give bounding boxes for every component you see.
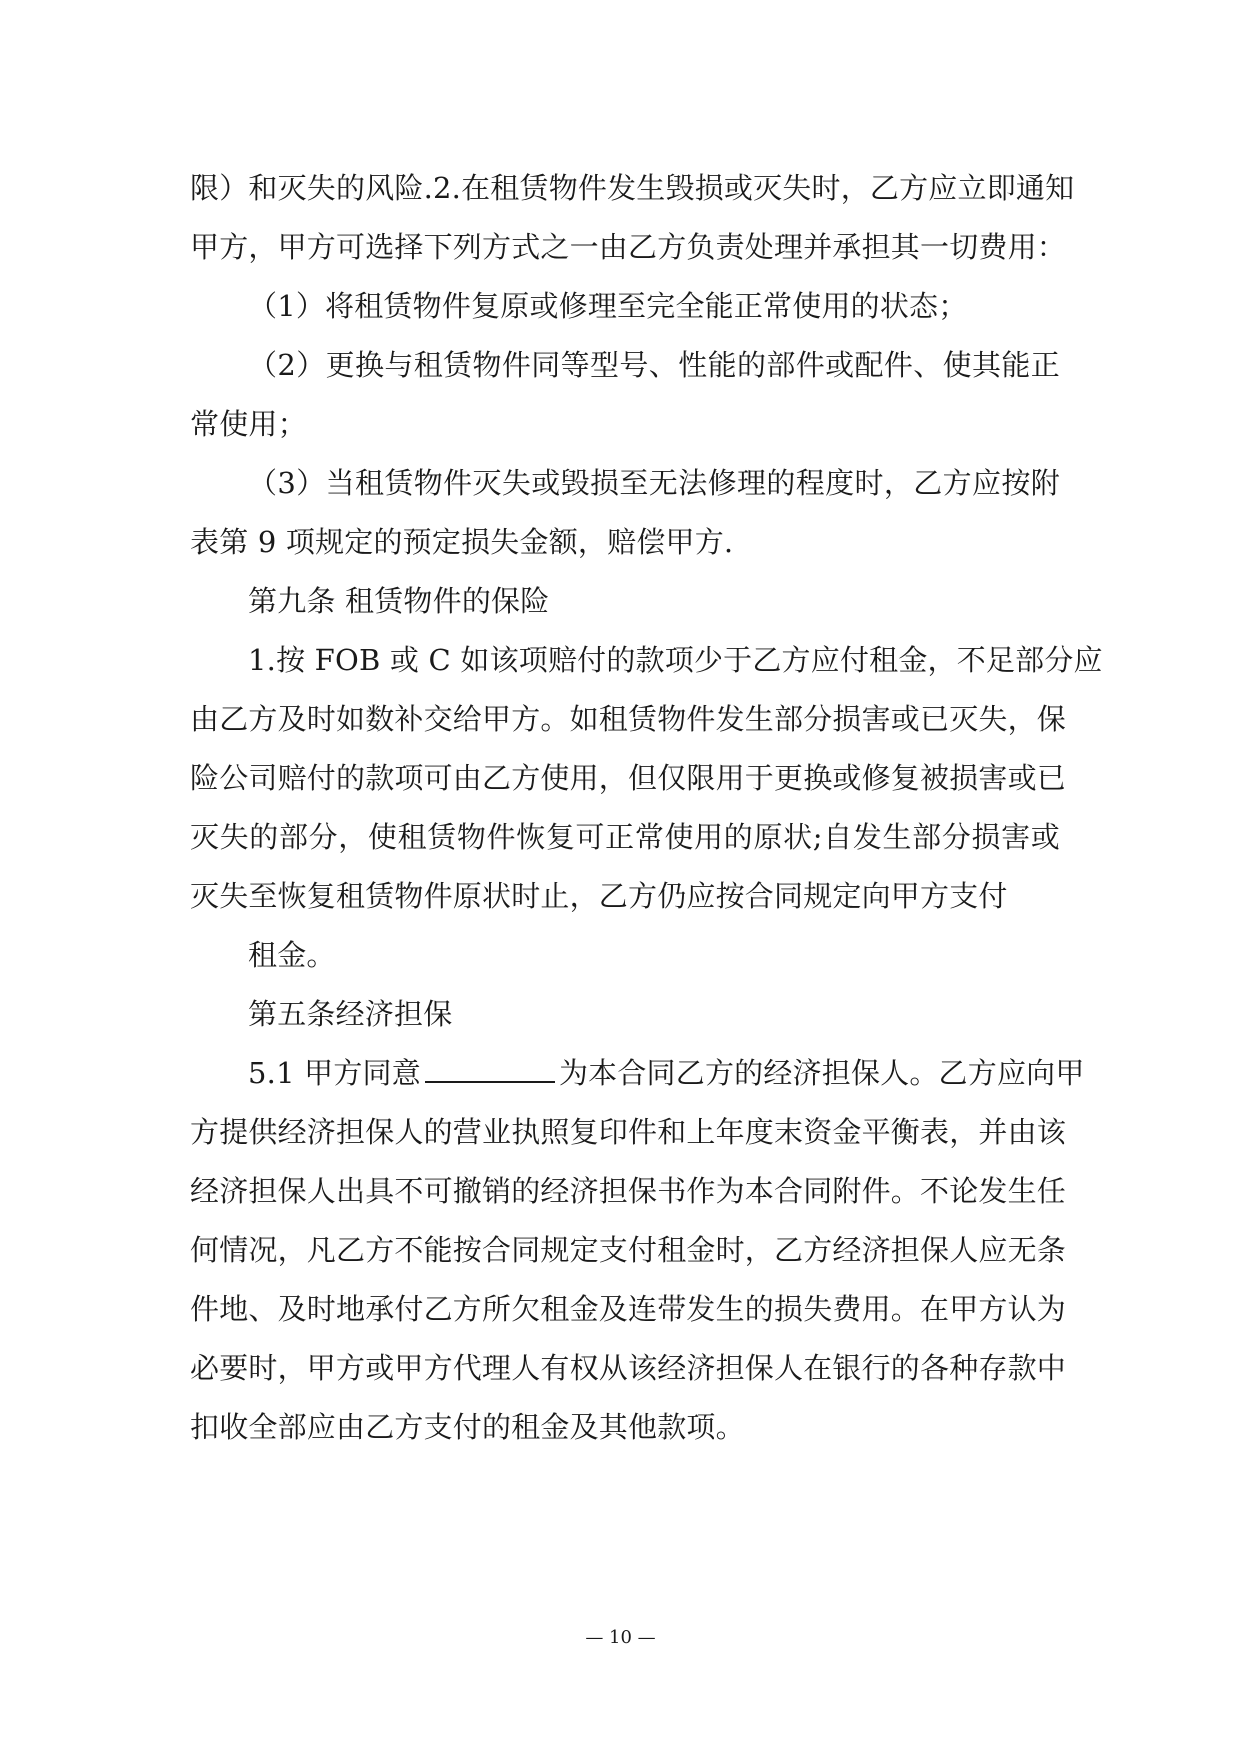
text-line: 扣收全部应由乙方支付的租金及其他款项。 xyxy=(190,1410,745,1444)
text-line: 常使用； xyxy=(190,407,307,441)
text-line: 灭失至恢复租赁物件原状时止，乙方仍应按合同规定向甲方支付 xyxy=(190,879,1008,913)
text-line: 经济担保人出具不可撤销的经济担保书作为本合同附件。不论发生任 xyxy=(190,1174,1067,1208)
text-line: 件地、及时地承付乙方所欠租金及连带发生的损失费用。在甲方认为 xyxy=(190,1292,1067,1326)
section-heading-guarantee: 第五条经济担保 xyxy=(248,997,453,1031)
text-line: 方提供经济担保人的营业执照复印件和上年度末资金平衡表，并由该 xyxy=(190,1115,1067,1149)
page-number: — 10 — xyxy=(585,1627,656,1648)
list-item-1: （1）将租赁物件复原或修理至完全能正常使用的状态； xyxy=(248,289,968,323)
guarantee-clause-line xyxy=(248,1053,1085,1093)
text-line: 必要时，甲方或甲方代理人有权从该经济担保人在银行的各种存款中 xyxy=(190,1351,1067,1385)
text-line: 由乙方及时如数补交给甲方。如租赁物件发生部分损害或已灭失，保 xyxy=(190,702,1067,736)
guarantee-text-before: 5.1 甲方同意 xyxy=(248,1056,421,1090)
text-line: 表第 9 项规定的预定损失金额，赔偿甲方. xyxy=(190,525,734,559)
text-line: 甲方，甲方可选择下列方式之一由乙方负责处理并承担其一切费用： xyxy=(190,230,1067,264)
text-line: 1.按 FOB 或 C 如该项赔付的款项少于乙方应付租金，不足部分应 xyxy=(248,643,1103,677)
guarantee-text-after: 为本合同乙方的经济担保人。乙方应向甲 xyxy=(558,1056,1085,1090)
list-item-3: （3）当租赁物件灭失或毁损至无法修理的程度时，乙方应按附 xyxy=(248,466,1060,500)
guarantor-blank-field xyxy=(425,1053,555,1083)
list-item-2: （2）更换与租赁物件同等型号、性能的部件或配件、使其能正 xyxy=(248,348,1060,382)
text-line: 租金。 xyxy=(248,938,336,972)
text-line: 何情况，凡乙方不能按合同规定支付租金时，乙方经济担保人应无条 xyxy=(190,1233,1067,1267)
text-line: 险公司赔付的款项可由乙方使用，但仅限用于更换或修复被损害或已 xyxy=(190,761,1067,795)
section-heading-insurance: 第九条 租赁物件的保险 xyxy=(248,584,550,618)
text-line: 灭失的部分，使租赁物件恢复可正常使用的原状;自发生部分损害或 xyxy=(190,820,1060,854)
text-line: 限）和灭失的风险.2.在租赁物件发生毁损或灭失时，乙方应立即通知 xyxy=(190,171,1075,205)
